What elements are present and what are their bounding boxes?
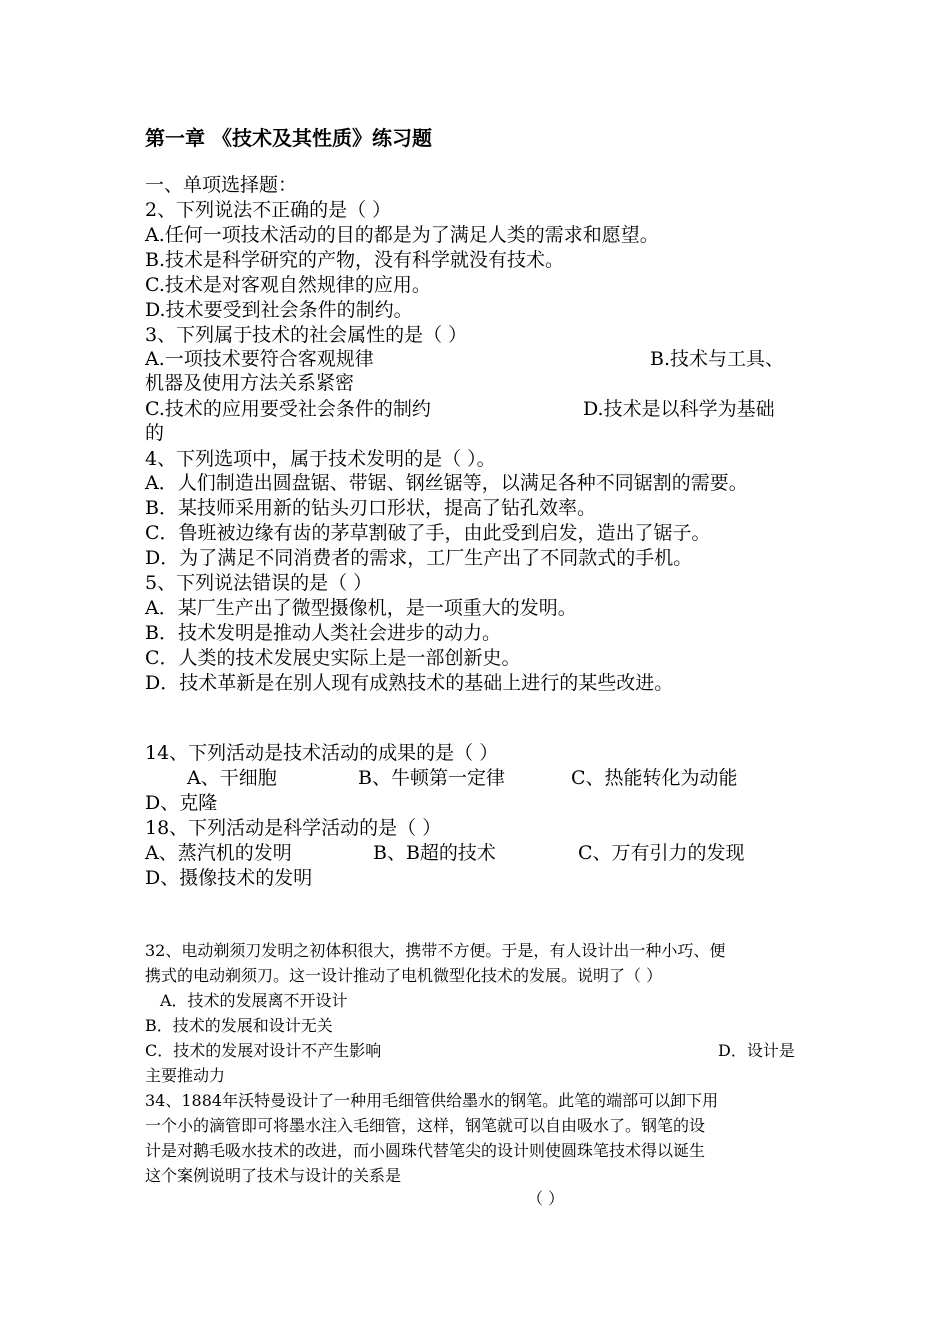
question-2-option-d: D.技术要受到社会条件的制约。 bbox=[145, 299, 413, 321]
question-5-option-c: C．人类的技术发展史实际上是一部创新史。 bbox=[145, 647, 521, 669]
question-2-option-c: C.技术是对客观自然规律的应用。 bbox=[145, 274, 431, 296]
question-3-option-c: C.技术的应用要受社会条件的制约 bbox=[145, 398, 431, 420]
question-34-text-line-1: 34、1884年沃特曼设计了一种用毛细管供给墨水的钢笔。此笔的端部可以卸下用 bbox=[145, 1091, 719, 1110]
question-14-option-d: D、克隆 bbox=[145, 792, 218, 814]
question-3-option-d-continued: 的 bbox=[145, 422, 165, 444]
question-18-option-a: A、蒸汽机的发明 bbox=[145, 842, 292, 864]
question-4-option-d: D．为了满足不同消费者的需求，工厂生产出了不同款式的手机。 bbox=[145, 547, 693, 569]
question-5-option-d: D．技术革新是在别人现有成熟技术的基础上进行的某些改进。 bbox=[145, 672, 674, 694]
question-18-option-c: C、万有引力的发现 bbox=[578, 842, 745, 864]
question-14-stem: 14、下列活动是技术活动的成果的是（ ） bbox=[145, 742, 499, 764]
question-32-option-d-continued: 主要推动力 bbox=[145, 1066, 226, 1085]
question-3-option-a: A.一项技术要符合客观规律 bbox=[145, 348, 374, 370]
question-34-answer-blank: （ ） bbox=[527, 1189, 565, 1208]
question-18-option-b: B、B超的技术 bbox=[373, 842, 496, 864]
question-14-option-b: B、牛顿第一定律 bbox=[358, 767, 505, 789]
question-5-option-b: B．技术发明是推动人类社会进步的动力。 bbox=[145, 622, 501, 644]
question-14-option-a: A、干细胞 bbox=[187, 767, 277, 789]
question-2-option-a: A.任何一项技术活动的目的都是为了满足人类的需求和愿望。 bbox=[145, 224, 659, 246]
question-34-text-line-2: 一个小的滴管即可将墨水注入毛细管，这样，钢笔就可以自由吸水了。钢笔的设 bbox=[145, 1116, 706, 1135]
question-32-option-b: B．技术的发展和设计无关 bbox=[145, 1016, 333, 1035]
question-3-option-b: B.技术与工具、 bbox=[650, 348, 785, 370]
question-14-option-c: C、热能转化为动能 bbox=[571, 767, 738, 789]
question-32-option-d: D．设计是 bbox=[718, 1041, 795, 1060]
section-heading: 一、单项选择题： bbox=[145, 174, 298, 196]
question-5-stem: 5、下列说法错误的是（ ） bbox=[145, 572, 373, 594]
question-3-option-d: D.技术是以科学为基础 bbox=[583, 398, 775, 420]
question-3-stem: 3、下列属于技术的社会属性的是（ ） bbox=[145, 324, 468, 346]
question-32-text-line-1: 32、电动剃须刀发明之初体积很大，携带不方便。于是，有人设计出一种小巧、便 bbox=[145, 941, 726, 960]
question-5-option-a: A．某厂生产出了微型摄像机，是一项重大的发明。 bbox=[145, 597, 577, 619]
page-title: 第一章 《技术及其性质》练习题 bbox=[145, 126, 432, 150]
question-34-text-line-4: 这个案例说明了技术与设计的关系是 bbox=[145, 1166, 402, 1185]
question-18-option-d: D、摄像技术的发明 bbox=[145, 867, 313, 889]
question-32-option-c: C．技术的发展对设计不产生影响 bbox=[145, 1041, 382, 1060]
question-4-option-b: B．某技师采用新的钻头刃口形状，提高了钻孔效率。 bbox=[145, 497, 596, 519]
question-34-text-line-3: 计是对鹅毛吸水技术的改进，而小圆珠代替笔尖的设计则使圆珠笔技术得以诞生 bbox=[145, 1141, 706, 1160]
question-2-option-b: B.技术是科学研究的产物，没有科学就没有技术。 bbox=[145, 249, 565, 271]
question-32-option-a: A．技术的发展离不开设计 bbox=[160, 991, 348, 1010]
question-32-text-line-2: 携式的电动剃须刀。这一设计推动了电机微型化技术的发展。说明了（ ） bbox=[145, 966, 663, 985]
question-18-stem: 18、下列活动是科学活动的是（ ） bbox=[145, 817, 442, 839]
question-2-stem: 2、下列说法不正确的是（ ） bbox=[145, 199, 392, 221]
question-4-option-c: C．鲁班被边缘有齿的茅草割破了手，由此受到启发，造出了锯子。 bbox=[145, 522, 711, 544]
question-4-stem: 4、下列选项中，属于技术发明的是（ ）。 bbox=[145, 448, 496, 470]
question-3-option-b-continued: 机器及使用方法关系紧密 bbox=[145, 372, 355, 394]
question-4-option-a: A．人们制造出圆盘锯、带锯、钢丝锯等，以满足各种不同锯割的需要。 bbox=[145, 472, 748, 494]
